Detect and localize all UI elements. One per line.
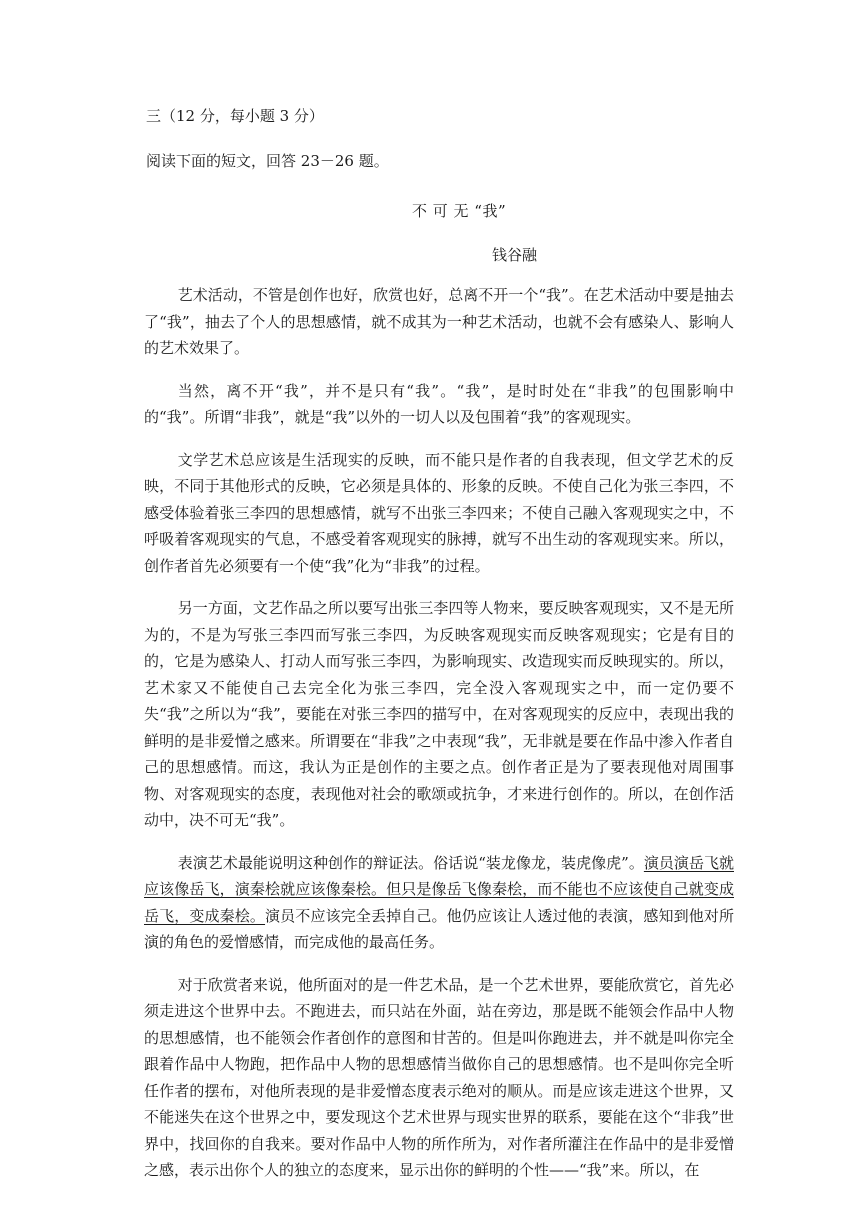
article-author: 钱谷融 — [492, 246, 538, 264]
paragraph-5 — [144, 850, 734, 956]
paragraph-4: 另一方面，文艺作品之所以要写出张三李四等人物来，要反映客观现实，又不是无所为的，不是为写张三李四而写张三李四，为反映客观现实而反映客观现实；它是有目的的，它是为感染人、打动人而写张三李四，为影响现实、改造现实而反映现实的。所以，艺术家又不能使自己去完全化为张三李四，完全没入客观现实之中，而一定仍要不失“我”之所以为“我”，要能在对张三李四的描写中，在对客观现实的反应中，表现出我的鲜明的是非爱憎之感来。所谓要在“非我”之中表现“我”，无非就是要在作品中渗入作者自己的思想感情。而这，我认为正是创作的主要之点。创作者正是为了要表现他对周围事物、对客观现实的态度，表现他对社会的歌颂或抗争，才来进行创作的。所以，在创作活动中，决不可无“我”。 — [144, 599, 734, 829]
paragraph-2: 当然，离不开“我”，并不是只有“我”。“我”，是时时处在“非我”的包围影响中的“我”。所谓“非我”，就是“我”以外的一切人以及包围着“我”的客观现实。 — [144, 381, 734, 426]
article-title: 不 可 无 “我” — [412, 202, 507, 220]
paragraph-1: 艺术活动，不管是创作也好，欣赏也好，总离不开一个“我”。在艺术活动中要是抽去了“我”，抽去了个人的思想感情，就不成其为一种艺术活动，也就不会有感染人、影响人的艺术效果了。 — [144, 286, 734, 357]
article-body — [144, 282, 734, 1200]
paragraph-6: 对于欣赏者来说，他所面对的是一件艺术品，是一个艺术世界，要能欣赏它，首先必须走进这个世界中去。不跑进去，而只站在外面，站在旁边，那是既不能领会作品中人物的思想感情，也不能领会作者创作的意图和甘苦的。但是叫你跑进去，并不就是叫你完全跟着作品中人物跑，把作品中人物的思想感情当做你自己的思想感情。也不是叫你完全听任作者的摆布，对他所表现的是非爱憎态度表示绝对的顺从。而是应该走进这个世界，又不能迷失在这个世界之中，要发现这个艺术世界与现实世界的联系，要能在这个“非我”世界中，找回你的自我来。要对作品中人物的所作所为，对作者所灌注在作品中的是非爱憎之感，表示出你个人的独立的态度来，显示出你的鲜明的个性——“我”来。所以，在 — [144, 975, 734, 1179]
paragraph-5-rest: 演员不应该完全丢掉自己。他仍应该让人透过他的表演，感知到他对所演的角色的爱憎感情，而完成他的最高任务。 — [144, 906, 734, 951]
underlined-sentence: 演员演岳飞就应该像岳飞，演秦桧就应该像秦桧。但只是像岳飞像秦桧，而不能也不应该使自己就变成岳飞，变成秦桧。 — [144, 853, 734, 925]
reading-instruction: 阅读下面的短文，回答 23－26 题。 — [146, 152, 389, 170]
section-heading: 三（12 分，每小题 3 分） — [146, 107, 324, 125]
paragraph-5-intro: 表演艺术最能说明这种创作的辩证法。俗话说“装龙像龙，装虎像虎”。 — [177, 853, 644, 872]
paragraph-3: 文学艺术总应该是生活现实的反映，而不能只是作者的自我表现，但文学艺术的反映，不同于其他形式的反映，它必须是具体的、形象的反映。不使自己化为张三李四，不感受体验着张三李四的思想感情，就写不出张三李四来；不使自己融入客观现实之中，不呼吸着客观现实的气息，不感受着客观现实的脉搏，就写不出生动的客观现实来。所以，创作者首先必须要有一个使“我”化为“非我”的过程。 — [144, 450, 734, 575]
